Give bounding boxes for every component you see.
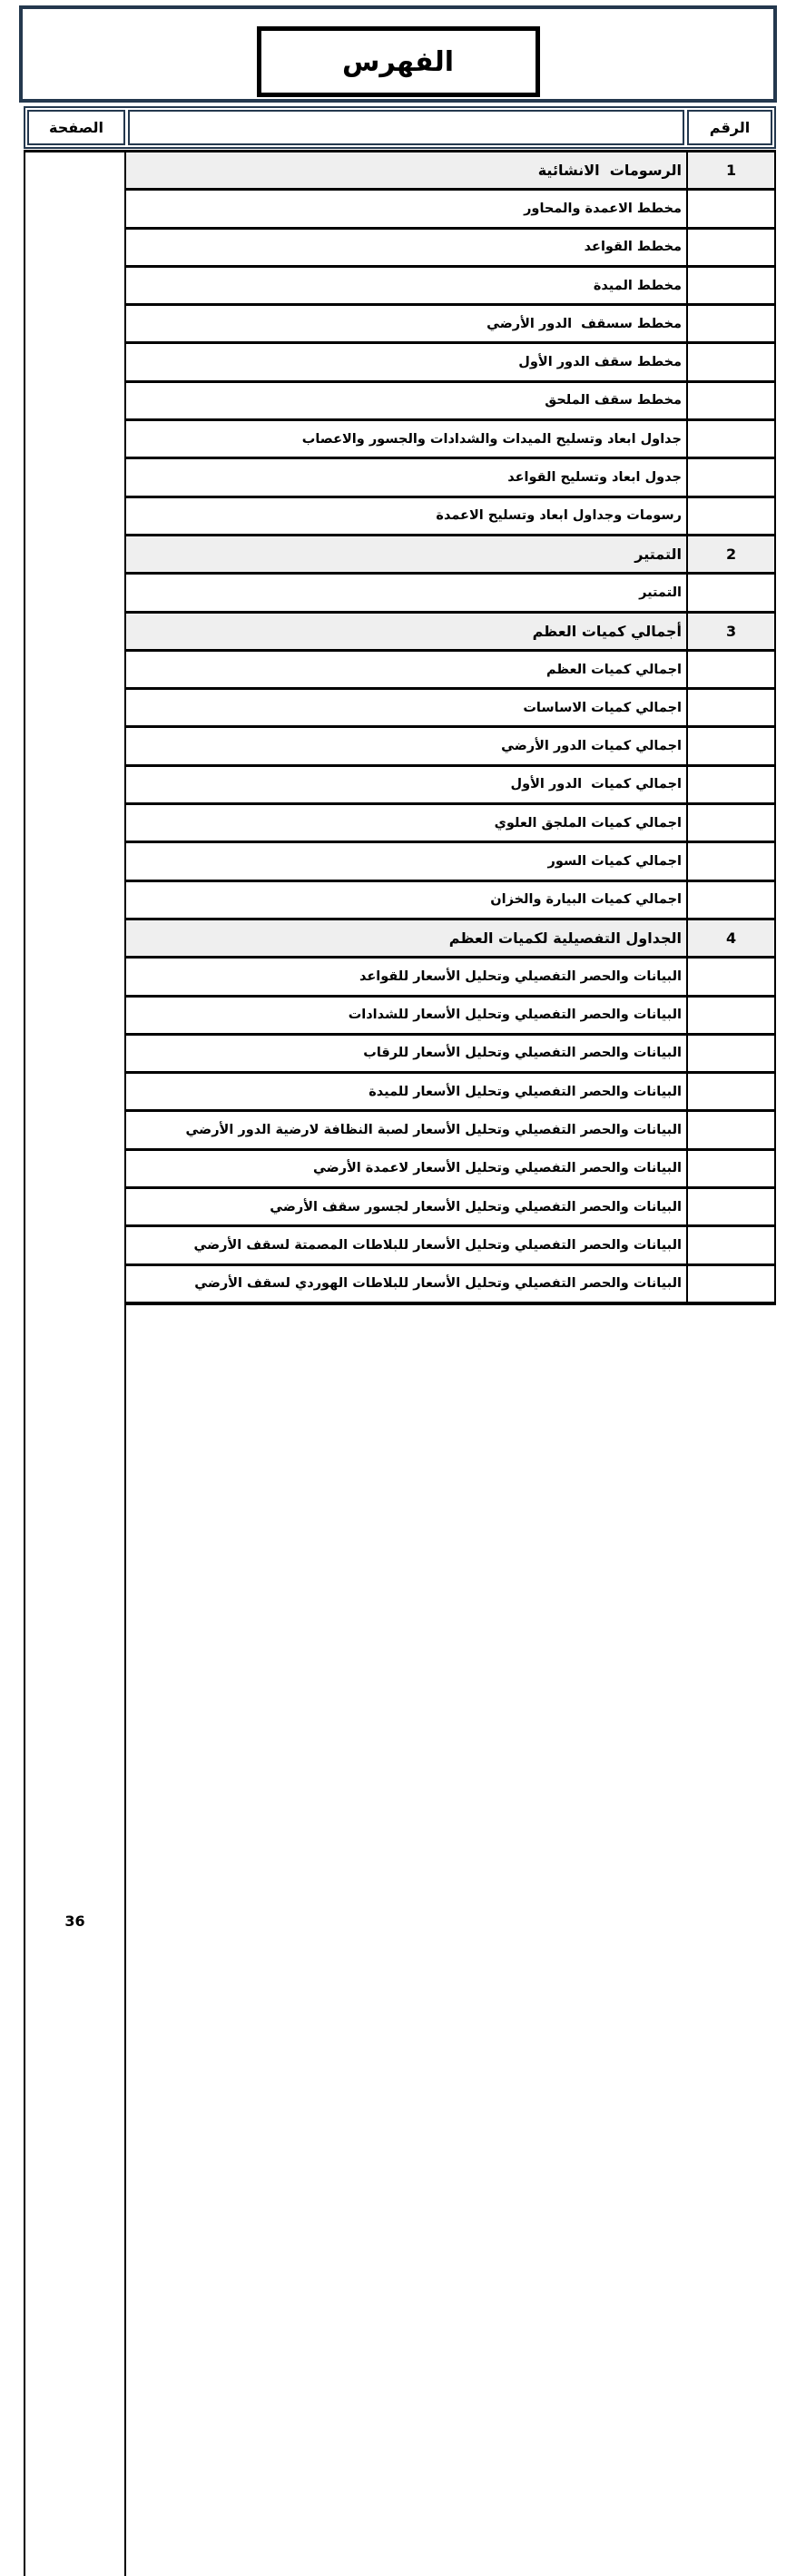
row-content-cell: البيانات والحصر التفصيلي وتحليل الأسعار للشدادات (348, 1008, 682, 1023)
row-num-cell (686, 998, 776, 1033)
row-num-cell (686, 383, 776, 418)
row-content-cell: اجمالي كميات الدور الأول (510, 777, 682, 792)
toc-item-row (24, 1227, 776, 1265)
row-content-cell: أجمالي كميات العظم (126, 614, 686, 649)
row-content-cell: الجداول التفصيلية لكميات العظم (126, 920, 686, 956)
toc-item-row (24, 767, 776, 805)
toc-item-row (24, 383, 776, 421)
toc-item-row (24, 344, 776, 382)
row-num-cell: 1 (686, 152, 776, 188)
toc-item-row (24, 1074, 776, 1112)
row-num-cell (686, 191, 776, 226)
row-num-cell (686, 268, 776, 303)
toc-item-row (24, 1266, 776, 1930)
toc-item-row (24, 459, 776, 497)
row-content-cell: مخطط سقف الملحق (545, 393, 682, 408)
row-content-cell: البيانات والحصر التفصيلي وتحليل الأسعار للبلاطات المصمتة لسقف الأرضي (193, 1237, 682, 1253)
toc-item-row (24, 230, 776, 268)
row-content-cell: اجمالي كميات الدور الأرضي (501, 739, 682, 754)
row-num-cell (686, 1266, 776, 1302)
toc-item-row (24, 959, 776, 997)
row-content-cell: البيانات والحصر التفصيلي وتحليل الأسعار لصبة النظافة لارضية الدور الأرضي (185, 1123, 682, 1138)
row-content-cell: مخطط الاعمدة والمحاور (524, 201, 682, 216)
row-num-cell: 2 (686, 536, 776, 572)
toc-item-row (24, 843, 776, 881)
row-num-cell (686, 1112, 776, 1147)
toc-item-row (24, 805, 776, 843)
toc-item-row (24, 1151, 776, 1189)
row-content-cell: البيانات والحصر التفصيلي وتحليل الأسعار لجسور سقف الأرضي (270, 1199, 682, 1214)
row-num-cell (686, 1036, 776, 1071)
toc-item-row (24, 575, 776, 613)
row-num-cell (686, 652, 776, 687)
row-content-cell: البيانات والحصر التفصيلي وتحليل الأسعار للميدة (369, 1084, 682, 1099)
toc-item-row (24, 1036, 776, 1074)
header-page-cell (27, 110, 125, 145)
row-content-cell: مخطط الميدة (593, 278, 682, 293)
header-content-cell (128, 110, 684, 145)
row-num-cell (686, 1151, 776, 1186)
toc-item-row (24, 306, 776, 344)
toc-item-row (24, 652, 776, 690)
toc-item-row (24, 1189, 776, 1227)
row-num-cell: 4 (686, 920, 776, 956)
toc-item-row (24, 191, 776, 229)
row-num-cell (686, 306, 776, 341)
row-num-cell (686, 575, 776, 610)
row-content-cell: مخطط سسقف الدور الأرضي (486, 316, 682, 331)
page-title: الفهرس (342, 45, 455, 78)
row-num-cell (686, 843, 776, 879)
row-content-cell: جدول ابعاد وتسليح القواعد (507, 470, 682, 486)
row-num-cell (686, 498, 776, 534)
toc-item-row (24, 882, 776, 920)
row-num-cell (686, 959, 776, 994)
title-box (257, 26, 540, 97)
toc-item-row (24, 690, 776, 728)
table-header-row (24, 106, 776, 149)
row-content-cell: رسومات وجداول ابعاد وتسليح الاعمدة (436, 508, 682, 524)
row-content-cell: الرسومات الانشائية (126, 152, 686, 188)
row-page-cell: 36 (24, 1266, 126, 2576)
row-content-cell: البيانات والحصر التفصيلي وتحليل الأسعار للقواعد (359, 968, 682, 984)
row-num-cell (686, 230, 776, 265)
toc-item-row (24, 268, 776, 306)
row-content-cell: التمتير (126, 536, 686, 572)
toc-item-row (24, 421, 776, 459)
row-content-cell: اجمالي كميات البيارة والخزان (490, 892, 682, 908)
row-num-cell (686, 1189, 776, 1224)
toc-item-row (24, 498, 776, 536)
row-content-cell: جداول ابعاد وتسليح الميدات والشدادات والجسور والاعصاب (301, 431, 682, 447)
header-number-label: الرقم (709, 119, 751, 136)
toc-section-row (24, 920, 776, 959)
row-content-cell: البيانات والحصر التفصيلي وتحليل الأسعار للرقاب (363, 1046, 682, 1061)
row-content-cell: البيانات والحصر التفصيلي وتحليل الأسعار للبلاطات الهوردي لسقف الأرضي (194, 1276, 682, 1292)
header-page-label: الصفحة (49, 119, 104, 136)
row-content-cell: اجمالي كميات الاساسات (523, 700, 682, 715)
toc-section-row (24, 614, 776, 652)
row-num-cell (686, 728, 776, 763)
row-num-cell (686, 1227, 776, 1263)
row-num-cell (686, 344, 776, 379)
row-content-cell: التمتير (639, 585, 682, 600)
toc-section-row (24, 536, 776, 575)
row-content-cell: مخطط القواعد (584, 240, 682, 255)
row-content-cell: اجمالي كميات الملجق العلوي (494, 815, 682, 831)
row-content-cell: اجمالي كميات العظم (546, 662, 682, 677)
row-num-cell (686, 459, 776, 495)
row-num-cell: 3 (686, 614, 776, 649)
toc-section-row (24, 152, 776, 191)
row-num-cell (686, 421, 776, 457)
toc-table-body (24, 150, 776, 1930)
toc-item-row (24, 998, 776, 1036)
row-num-cell (686, 767, 776, 802)
title-section (19, 5, 777, 103)
row-num-cell (686, 1074, 776, 1109)
toc-item-row (24, 1112, 776, 1150)
header-number-cell (687, 110, 772, 145)
row-content-cell: اجمالي كميات السور (547, 853, 682, 869)
row-num-cell (686, 690, 776, 725)
toc-item-row (24, 728, 776, 766)
row-num-cell (686, 882, 776, 918)
row-content-cell: مخطط سقف الدور الأول (518, 355, 682, 370)
row-content-cell: البيانات والحصر التفصيلي وتحليل الأسعار لاعمدة الأرضي (312, 1161, 682, 1176)
row-num-cell (686, 805, 776, 841)
